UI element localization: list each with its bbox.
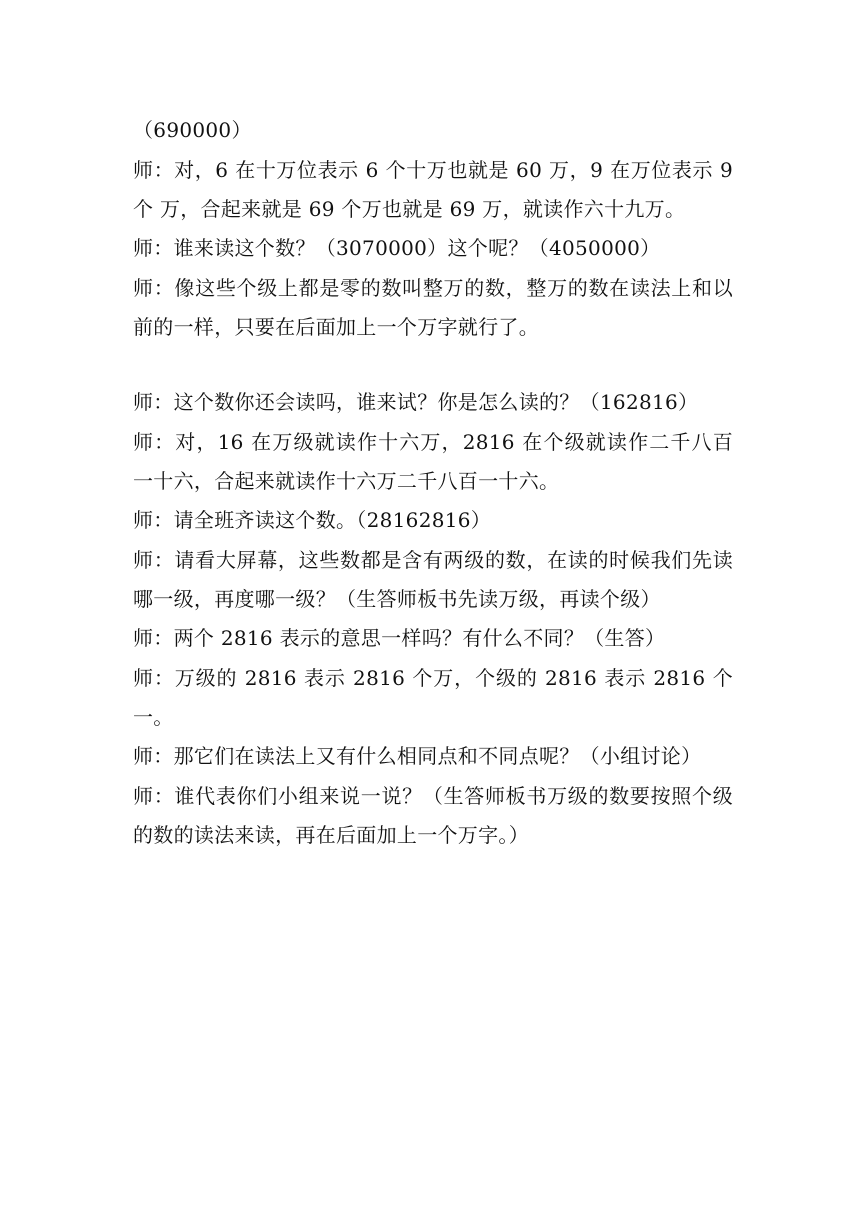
paragraph-3: 师：谁来读这个数？（3070000）这个呢？（4050000）: [133, 236, 661, 260]
paragraph-1: （690000）: [133, 118, 252, 142]
paragraph-6: 师：对，16 在万级就读作十六万，2816 在个级就读作二千八百 一十六，合起来就读作十六万二千八百一十六。: [133, 429, 733, 493]
paragraph-11: 师：那它们在读法上又有什么相同点和不同点呢？（小组讨论）: [133, 744, 702, 768]
paragraph-2: 师：对，6 在十万位表示 6 个十万也就是 60 万，9 在万位表示 9 个 万，合起来就是 69 个万也就是 69 万，就读作六十九万。: [133, 157, 733, 221]
paragraph-4: 师：像这些个级上都是零的数叫整万的数，整万的数在读法上和以前的一样，只要在后面加上一个万字就行了。: [133, 275, 733, 339]
paragraph-9: 师：两个 2816 表示的意思一样吗？有什么不同？（生答）: [133, 626, 666, 650]
paragraph-5: 师：这个数你还会读吗，谁来试？你是怎么读的？（162816）: [133, 390, 699, 414]
paragraph-8: 师：请看大屏幕，这些数都是含有两级的数，在读的时候我们先读哪一级，再度哪一级？（生答师板书先读万级，再读个级）: [133, 547, 733, 611]
paragraph-10: 师：万级的 2816 表示 2816 个万，个级的 2816 表示 2816 个一。: [133, 665, 733, 729]
paragraph-12: 师：谁代表你们小组来说一说？（生答师板书万级的数要按照个级的数的读法来读，再在后面加上一个万字。）: [133, 783, 733, 847]
paragraph-spacer: [133, 347, 733, 383]
document-body: [133, 111, 733, 855]
paragraph-7: 师：请全班齐读这个数。（28162816）: [133, 508, 492, 532]
